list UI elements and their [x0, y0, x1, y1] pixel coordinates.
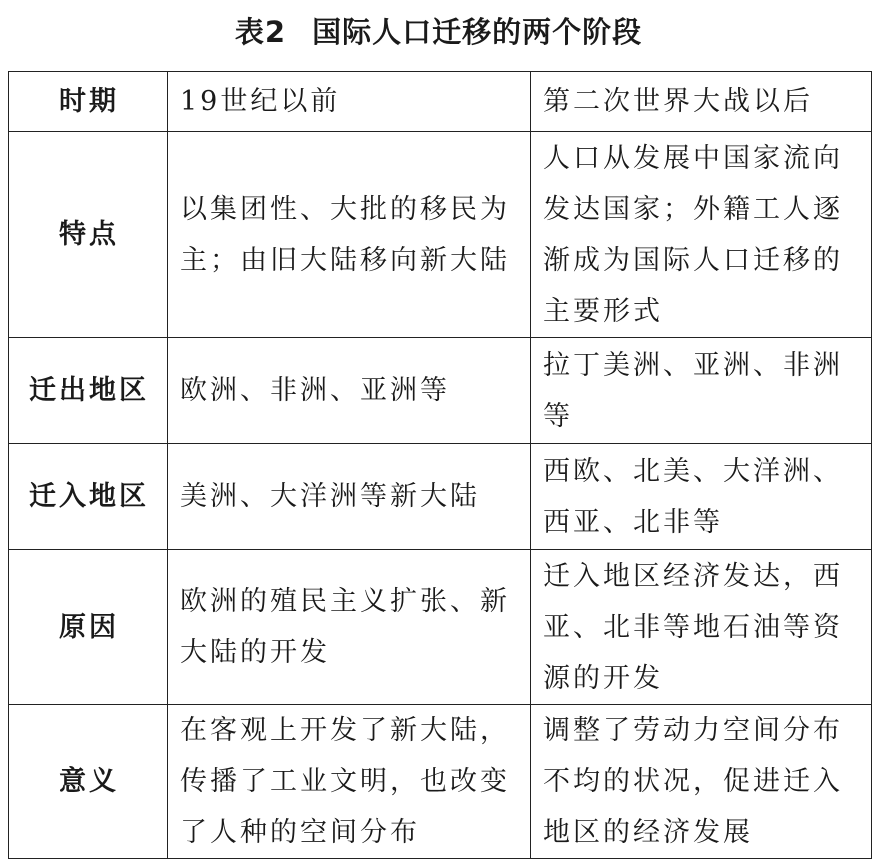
table-row-characteristics — [9, 132, 872, 338]
table-row-significance — [9, 705, 872, 859]
row-label-origin-regions: 迁出地区 — [9, 338, 168, 444]
header-period: 时期 — [9, 72, 168, 132]
migration-stages-table — [8, 71, 872, 859]
cell-causes-before: 欧洲的殖民主义扩张、新大陆的开发 — [168, 550, 531, 705]
table-number: 表2 — [234, 15, 287, 49]
table-title — [0, 10, 877, 54]
table-row-causes — [9, 550, 872, 705]
cell-origin-after: 拉丁美洲、亚洲、非洲等 — [531, 338, 872, 444]
cell-characteristics-before: 以集团性、大批的移民为主；由旧大陆移向新大陆 — [168, 132, 531, 338]
cell-significance-after: 调整了劳动力空间分布不均的状况，促进迁入地区的经济发展 — [531, 705, 872, 859]
row-label-significance: 意义 — [9, 705, 168, 859]
table-row-origin-regions — [9, 338, 872, 444]
cell-characteristics-after: 人口从发展中国家流向发达国家；外籍工人逐渐成为国际人口迁移的主要形式 — [531, 132, 872, 338]
cell-causes-after: 迁入地区经济发达，西亚、北非等地石油等资源的开发 — [531, 550, 872, 705]
row-label-causes: 原因 — [9, 550, 168, 705]
cell-destination-after: 西欧、北美、大洋洲、西亚、北非等 — [531, 444, 872, 550]
cell-origin-before: 欧洲、非洲、亚洲等 — [168, 338, 531, 444]
row-label-destination-regions: 迁入地区 — [9, 444, 168, 550]
row-label-characteristics: 特点 — [9, 132, 168, 338]
header-before-19th-century: 19世纪以前 — [168, 72, 531, 132]
table-title-text: 国际人口迁移的两个阶段 — [312, 15, 643, 49]
header-after-ww2: 第二次世界大战以后 — [531, 72, 872, 132]
cell-destination-before: 美洲、大洋洲等新大陆 — [168, 444, 531, 550]
table-row-destination-regions — [9, 444, 872, 550]
cell-significance-before: 在客观上开发了新大陆，传播了工业文明，也改变了人种的空间分布 — [168, 705, 531, 859]
header-row — [9, 72, 872, 132]
